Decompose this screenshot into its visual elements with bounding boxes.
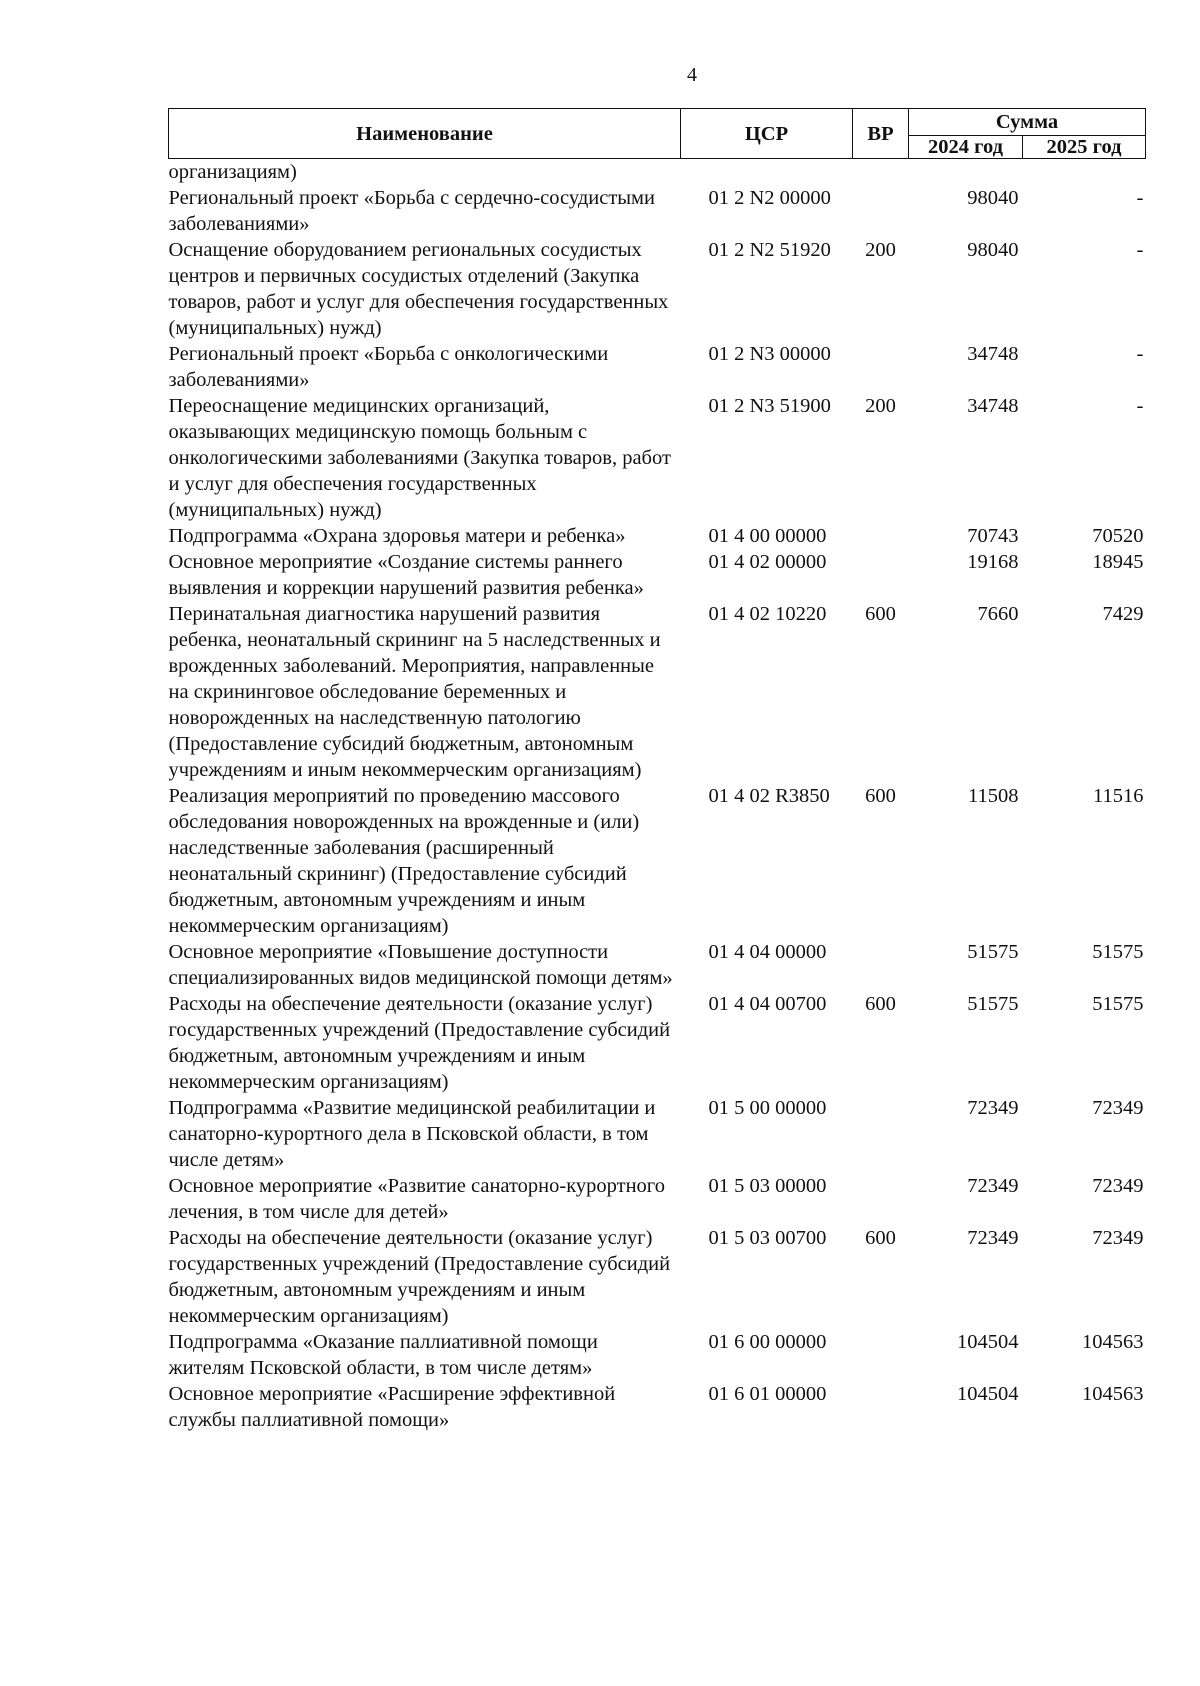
row-amount-2025: 72349 xyxy=(1092,1227,1144,1249)
row-amount-2025: 72349 xyxy=(1092,1097,1144,1119)
row-amount-2025: - xyxy=(1136,343,1144,365)
row-csr: 01 4 00 00000 xyxy=(708,525,827,547)
row-name: Региональный проект «Борьба с онкологическими заболеваниями» xyxy=(168,343,609,391)
row-vr: 200 xyxy=(865,239,896,261)
row-amount-2025: - xyxy=(1136,395,1144,417)
row-csr: 01 5 03 00000 xyxy=(708,1175,827,1197)
row-amount-2025: 11516 xyxy=(1093,785,1144,807)
row-csr: 01 5 03 00700 xyxy=(708,1227,827,1249)
row-amount-2024: 34748 xyxy=(967,343,1019,365)
table-row xyxy=(169,1225,1146,1329)
row-name: Подпрограмма «Оказание паллиативной помощи жителям Псковской области, в том числе детям» xyxy=(168,1331,598,1379)
row-vr xyxy=(853,939,909,991)
row-csr: 01 2 N3 00000 xyxy=(708,343,831,365)
row-vr: 600 xyxy=(865,603,896,625)
row-amount-2025 xyxy=(1023,159,1146,186)
row-csr: 01 6 01 00000 xyxy=(708,1383,827,1405)
row-vr: 600 xyxy=(865,785,896,807)
row-amount-2025: - xyxy=(1136,239,1144,261)
row-amount-2025: - xyxy=(1136,187,1144,209)
row-amount-2024: 72349 xyxy=(967,1227,1019,1249)
table-row xyxy=(169,393,1146,523)
row-csr: 01 4 02 00000 xyxy=(708,551,827,573)
row-csr: 01 6 00 00000 xyxy=(708,1331,827,1353)
table-row xyxy=(169,601,1146,783)
table-row xyxy=(169,185,1146,237)
row-amount-2025: 104563 xyxy=(1082,1383,1144,1405)
row-vr xyxy=(853,549,909,601)
row-amount-2025: 18945 xyxy=(1092,551,1144,573)
table-row xyxy=(169,783,1146,939)
table-row xyxy=(169,991,1146,1095)
row-vr: 200 xyxy=(865,395,896,417)
row-vr: 600 xyxy=(865,1227,896,1249)
row-name: Расходы на обеспечение деятельности (оказание услуг) государственных учреждений (Предоставление субсидий бюджетным, автономным учреждениям и иным некоммерческим организациям) xyxy=(168,1227,671,1327)
header-vr: ВР xyxy=(853,109,909,159)
row-name: Региональный проект «Борьба с сердечно-сосудистыми заболеваниями» xyxy=(168,187,655,235)
row-name: Основное мероприятие «Создание системы раннего выявления и коррекции нарушений развития ребенка» xyxy=(168,551,644,599)
row-csr: 01 2 N2 00000 xyxy=(708,187,831,209)
row-amount-2025: 70520 xyxy=(1092,525,1144,547)
row-csr: 01 4 04 00700 xyxy=(708,993,827,1015)
row-amount-2024: 51575 xyxy=(967,941,1019,963)
row-name: Основное мероприятие «Расширение эффективной службы паллиативной помощи» xyxy=(168,1383,616,1431)
row-amount-2024: 19168 xyxy=(967,551,1019,573)
row-name: Оснащение оборудованием региональных сосудистых центров и первичных сосудистых отделений (Закупка товаров, работ и услуг для обеспечения государственных (муниципальных) нужд) xyxy=(168,239,669,339)
row-csr: 01 5 00 00000 xyxy=(708,1097,827,1119)
row-csr: 01 2 N3 51900 xyxy=(708,395,831,417)
row-amount-2024: 11508 xyxy=(968,785,1019,807)
row-csr xyxy=(681,159,853,186)
header-year-2024: 2024 год xyxy=(909,136,1023,159)
row-amount-2024: 104504 xyxy=(957,1383,1019,1405)
row-name: Реализация мероприятий по проведению массового обследования новорожденных на врожденные и (или) наследственные заболевания (расширенный неонатальный скрининг) (Предоставление субсидий бюджетным, автономным учреждениям и иным некоммерческим организациям) xyxy=(168,785,640,937)
header-year-2025: 2025 год xyxy=(1023,136,1146,159)
table-row xyxy=(169,237,1146,341)
table-row xyxy=(169,549,1146,601)
budget-table xyxy=(168,108,1146,1433)
table-row xyxy=(169,939,1146,991)
row-name: Подпрограмма «Охрана здоровья матери и ребенка» xyxy=(168,525,626,547)
row-amount-2024: 7660 xyxy=(977,603,1019,625)
row-csr: 01 4 04 00000 xyxy=(708,941,827,963)
row-amount-2024: 72349 xyxy=(967,1097,1019,1119)
row-amount-2024: 98040 xyxy=(967,187,1019,209)
table-row xyxy=(169,1329,1146,1381)
row-name: Расходы на обеспечение деятельности (оказание услуг) государственных учреждений (Предоставление субсидий бюджетным, автономным учреждениям и иным некоммерческим организациям) xyxy=(168,993,671,1093)
page-number: 4 xyxy=(687,64,697,86)
row-vr xyxy=(853,1329,909,1381)
row-csr: 01 4 02 10220 xyxy=(708,603,827,625)
table-body xyxy=(169,159,1146,1434)
row-vr: 600 xyxy=(865,993,896,1015)
row-amount-2024: 98040 xyxy=(967,239,1019,261)
row-vr xyxy=(853,1381,909,1433)
row-amount-2025: 7429 xyxy=(1102,603,1144,625)
header-csr: ЦСР xyxy=(681,109,853,159)
row-amount-2025: 104563 xyxy=(1082,1331,1144,1353)
table-row xyxy=(169,1381,1146,1433)
row-amount-2024: 51575 xyxy=(967,993,1019,1015)
header-name: Наименование xyxy=(169,109,681,159)
row-vr xyxy=(853,185,909,237)
row-amount-2025: 51575 xyxy=(1092,941,1144,963)
row-amount-2025: 51575 xyxy=(1092,993,1144,1015)
row-vr xyxy=(853,159,909,186)
row-amount-2024 xyxy=(909,159,1023,186)
row-name: Переоснащение медицинских организаций, оказывающих медицинскую помощь больным с онкологическими заболеваниями (Закупка товаров, работ и услуг для обеспечения государственных (муниципальных) нужд) xyxy=(168,395,671,521)
header-sum: Сумма xyxy=(909,109,1146,136)
table-header xyxy=(169,109,1146,159)
table-row xyxy=(169,523,1146,549)
row-name: Основное мероприятие «Повышение доступности специализированных видов медицинской помощи детям» xyxy=(168,941,673,989)
row-vr xyxy=(853,1173,909,1225)
row-csr: 01 2 N2 51920 xyxy=(708,239,831,261)
row-amount-2024: 70743 xyxy=(967,525,1019,547)
row-name: организациям) xyxy=(168,161,297,183)
table-row xyxy=(169,1095,1146,1173)
table-row xyxy=(169,341,1146,393)
row-vr xyxy=(853,341,909,393)
table-row xyxy=(169,159,1146,186)
row-amount-2025: 72349 xyxy=(1092,1175,1144,1197)
row-amount-2024: 34748 xyxy=(967,395,1019,417)
row-name: Основное мероприятие «Развитие санаторно-курортного лечения, в том числе для детей» xyxy=(168,1175,665,1223)
row-amount-2024: 72349 xyxy=(967,1175,1019,1197)
row-vr xyxy=(853,1095,909,1173)
row-name: Подпрограмма «Развитие медицинской реабилитации и санаторно-курортного дела в Псковской области, в том числе детям» xyxy=(168,1097,656,1171)
row-name: Перинатальная диагностика нарушений развития ребенка, неонатальный скрининг на 5 наследственных и врожденных заболеваний. Мероприятия, направленные на скрининговое обследование беременных и новорожденных на наследственную патологию (Предоставление субсидий бюджетным, автономным учреждениям и иным некоммерческим организациям) xyxy=(168,603,661,781)
row-csr: 01 4 02 R3850 xyxy=(708,785,830,807)
table-row xyxy=(169,1173,1146,1225)
row-amount-2024: 104504 xyxy=(957,1331,1019,1353)
row-vr xyxy=(853,523,909,549)
